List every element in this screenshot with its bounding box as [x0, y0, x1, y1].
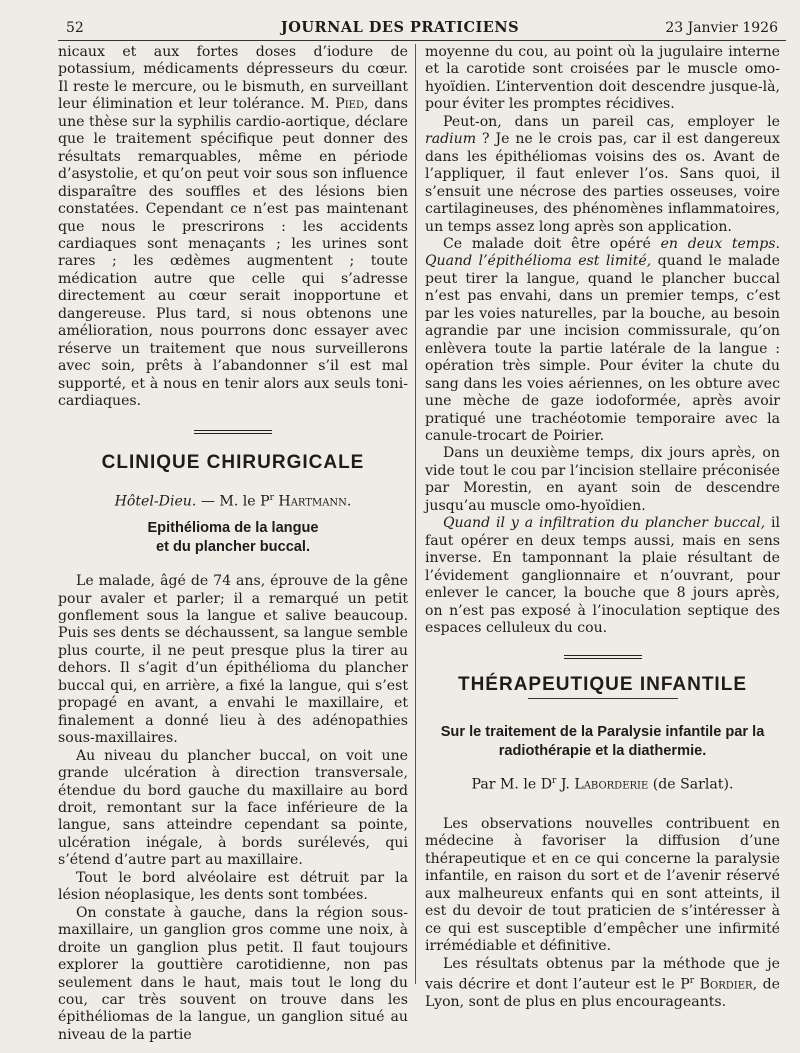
- paragraph: Au niveau du plancher buccal, on voit une grande ulcération à direction transversale, étendue du bord gauche du maxillaire au bord droit, remontant sur la face inférieure de la langue, sans atteindre cependant sa pointe, ulcération inégale, à bords surélevés, qui s’étend d’autre part au maxillaire.: [58, 747, 408, 869]
- text-run: (de Sarlat).: [648, 776, 734, 793]
- professor-name: Hartmann.: [278, 493, 352, 510]
- paragraph: [425, 114, 780, 236]
- left-column: [58, 44, 408, 1044]
- article-title-line-2: et du plancher buccal.: [155, 539, 311, 556]
- header-rule: [58, 40, 786, 41]
- text-run: ? Je ne le crois pas, car il est dangereux dans les épithéliomas voisins des os. Avant de l’appliquer, il faut enlever l’os. Sans quoi, il s’ensuit une nécrose des parties osseuses, voire cartilagineuses, des phénomènes inflammatoires, un temps assez long après son application.: [425, 131, 780, 235]
- text-run: il faut opérer en deux temps aussi, mais en sens inverse. En tamponnant la plaie résultant de l’évidement ganglionnaire et n’ouvrant, pour enlever le cancer, la bouche que 8 jours après, on n’est pas exposé à l’inoculation septique des espaces celluleux du cou.: [425, 515, 780, 636]
- text-run: Ce malade doit être opéré: [443, 235, 661, 252]
- text-run: — M. le P: [196, 493, 270, 510]
- text-run: Par M. le D: [471, 776, 553, 793]
- text-run: nicaux et aux fortes doses d’iodure de potassium, médicaments dépresseurs du cœur. Il reste le mercure, ou le bismuth, en surveillant leur élimination et leur tolérance. M.: [58, 44, 408, 113]
- author-name: Pied: [335, 96, 364, 113]
- text-run: , dans une thèse sur la syphilis cardio-aortique, déclare que le traitement spécifique peut donner des résultats remarquables, même en période d’asystolie, et qu’on peut voir sous son influence disparaître des souffles et des lésions bien constatées. Cependant ce n’est pas maintenant que nous le prescrirons : les accidents cardiaques sont menaçants ; les urines sont rares ; les œdèmes augmentent ; toute médication autre que celle qui s’adresse directement au cœur serait inopportune et dangereuse. Plus tard, si nous obtenons une amélioration, nous pourrons donc essayer avec réserve un traitement que nous surveillerons avec soin, prêts à l’abandonner s’il est mal supporté, et à nous en tenir alors aux seuls toni-cardiaques.: [58, 96, 408, 410]
- superscript: r: [552, 775, 557, 786]
- hospital-name: Hôtel-Dieu.: [114, 493, 197, 510]
- page-number: 52: [66, 20, 84, 36]
- paragraph: On constate à gauche, dans la région sous-maxillaire, un ganglion gros comme une noix, à droite un ganglion plus petit. Il faut toujours explorer la gouttière carotidienne, non pas seulement dans le haut, mais tout le long du cou, car très souvent on trouve dans les épithéliomas de la langue, un ganglion situé au niveau de la partie: [58, 904, 408, 1043]
- article-title: Sur le traitement de la Paralysie infantile par la radiothérapie et la diathermie.: [440, 723, 765, 759]
- paragraph: [58, 44, 408, 411]
- journal-title: JOURNAL DES PRATICIENS: [280, 19, 520, 36]
- emphasis: radium: [425, 131, 477, 148]
- paragraph: [425, 956, 780, 1012]
- section-title: CLINIQUE CHIRURGICALE: [101, 451, 365, 473]
- article-author: [425, 773, 780, 794]
- paragraph: [425, 515, 780, 637]
- lecture-source: [58, 490, 408, 511]
- paragraph: Le malade, âgé de 74 ans, éprouve de la gêne pour avaler et parler; il a remarqué un petit gonflement sous la langue et salive beaucoup. Puis ses dents se déchaussent, sa langue semble plus courte, il ne peut presque plus la tirer au dehors. Il s’agit d’un épithélioma du plancher buccal qui, en arrière, a fixé la langue, qui s’est propagé en avant, a envahi le maxillaire, et finalement a donné lieu à des adénopathies sous-maxillaires.: [58, 573, 408, 747]
- paragraph: Dans un deuxième temps, dix jours après, on vide tout le cou par l’incision stellaire préconisée par Morestin, en ayant soin de descendre jusqu’au muscle omo-hyoïdien.: [425, 445, 780, 514]
- paragraph: Les observations nouvelles contribuent en médecine à favoriser la diffusion d’une thérapeutique et en ce qui concerne la paralysie infantile, en raison du sort et de l’avenir réservé aux malheureux enfants qui en sont atteints, il est du devoir de tout praticien de s’intéresser à ce qui est susceptible d’empêcher une infirmité irrémédiable et définitive.: [425, 816, 780, 955]
- superscript: r: [269, 492, 274, 503]
- text-run: , de Lyon, sont de plus en plus encourageants.: [425, 976, 780, 1011]
- text-run: quand le malade peut tirer la langue, quand le plancher buccal n’est pas envahi, dans un premier temps, c’est par les voies naturelles, par la bouche, au besoin agrandie par une incision commissurale, qu’on enlèvera toute la partie latérale de la langue : opération très simple. Pour éviter la chute du sang dans les voies aériennes, on les obture avec une mèche de gaze iodoformée, après avoir pratiqué une trachéotomie temporaire avec la canule-trocart de Poirier.: [425, 253, 780, 444]
- paragraph: [425, 236, 780, 445]
- author-name: Bordier: [694, 976, 753, 993]
- emphasis: Quand il y a infiltration du plancher buccal,: [443, 515, 766, 532]
- paragraph: moyenne du cou, au point où la jugulaire interne et la carotide sont croisées par le muscle omo-hyoïdien. L’intervention doit descendre jusque-là, pour éviter les promptes récidives.: [425, 44, 780, 113]
- column-divider: [415, 44, 416, 984]
- section-title: THÉRAPEUTIQUE INFANTILE: [457, 674, 747, 696]
- text-run: Peut-on, dans un pareil cas, employer le: [443, 113, 780, 130]
- page-header: [0, 0, 800, 40]
- author-name: J. Laborderie: [556, 776, 649, 793]
- superscript: r: [689, 976, 695, 987]
- issue-date: 23 Janvier 1926: [665, 20, 778, 36]
- right-column: [425, 44, 780, 1012]
- text-run: Les résultats obtenus par la méthode que je vais décrire et dont l’auteur est le P: [425, 955, 780, 993]
- paragraph: Tout le bord alvéolaire est détruit par la lésion néoplasique, les dents sont tombées.: [58, 869, 408, 904]
- emphasis: en deux temps. Quand l’épithélioma est limité,: [425, 235, 780, 270]
- article-title-line-1: Epithélioma de la langue: [147, 520, 319, 537]
